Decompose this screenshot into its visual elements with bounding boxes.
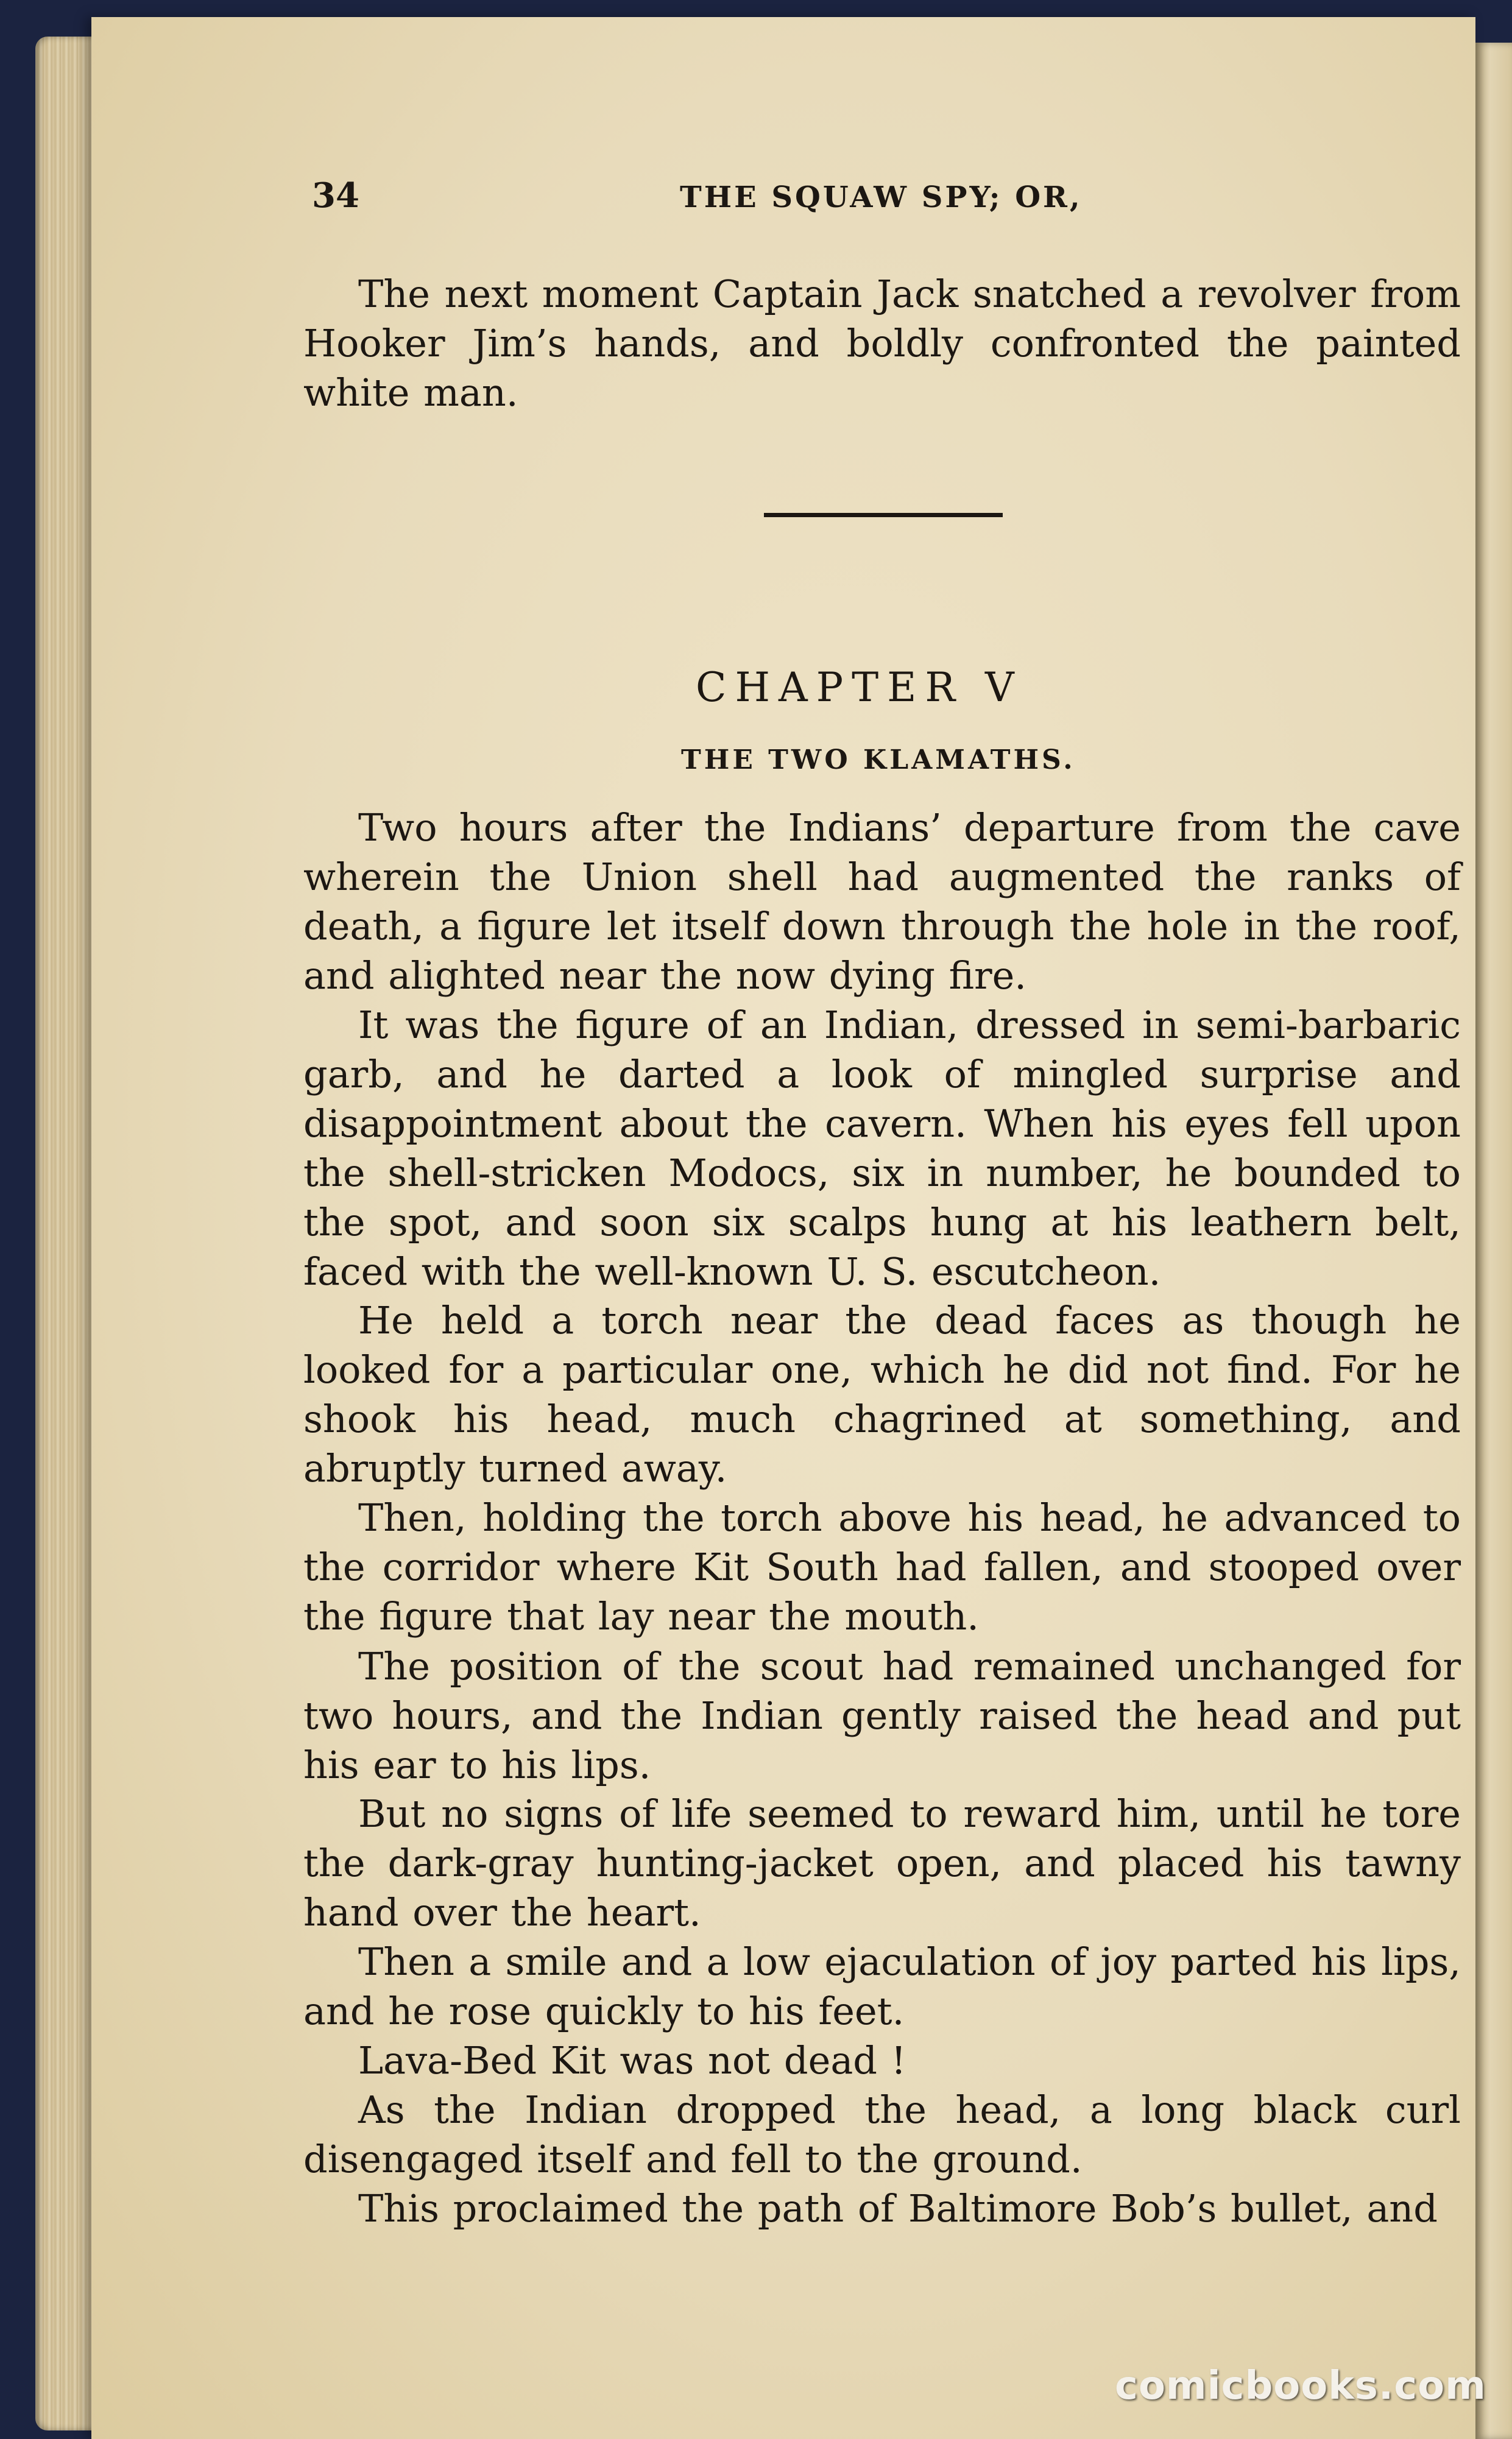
paragraph: But no signs of life seemed to reward him, until he tore the dark-gray hunting-jacket open, and placed his tawny hand over the heart. [303,1791,1461,1935]
paragraph: As the Indian dropped the head, a long black curl disengaged itself and fell to the ground. [303,2088,1461,2181]
chapter-subtitle: THE TWO KLAMATHS. [681,744,1076,775]
page-number: 34 [312,175,359,216]
paragraph: This proclaimed the path of Baltimore Bob’s bullet, and [358,2186,1438,2231]
paragraph: Two hours after the Indians’ departure from the cave wherein the Union shell had augmented the ranks of death, a figure let itself down through the hole in the roof, and alighted near the now dying fire. [303,805,1461,998]
next-page-edge [1475,43,1512,2439]
paragraph: Lava-Bed Kit was not dead ! [358,2038,906,2083]
opening-paragraph: The next moment Captain Jack snatched a revolver from Hooker Jim’s hands, and boldly confronted the painted white man. [303,272,1461,415]
paragraph: Then, holding the torch above his head, he advanced to the corridor where Kit South had fallen, and stooped over the figure that lay near the mouth. [303,1495,1461,1639]
paragraph: He held a torch near the dead faces as though he looked for a particular one, which he did not find. For he shook his head, much chagrined at something, and abruptly turned away. [303,1298,1461,1491]
paragraph: The position of the scout had remained unchanged for two hours, and the Indian gently raised the head and put his ear to his lips. [303,1644,1461,1787]
paragraph: Then a smile and a low ejaculation of joy parted his lips, and he rose quickly to his feet. [303,1940,1461,2033]
chapter-title: CHAPTER V [696,664,1023,711]
paragraph: It was the figure of an Indian, dressed in semi-barbaric garb, and he darted a look of mingled surprise and disappointment about the cavern. When his eyes fell upon the shell-stricken Modocs, six in number, he bounded to the spot, and soon six scalps hung at his leathern belt, faced with the well-known U. S. escutcheon. [303,1003,1461,1294]
chapter-divider-rule [764,513,1003,517]
running-head: THE SQUAW SPY; OR, [680,180,1083,214]
watermark: comicbooks.com [1115,2363,1486,2409]
